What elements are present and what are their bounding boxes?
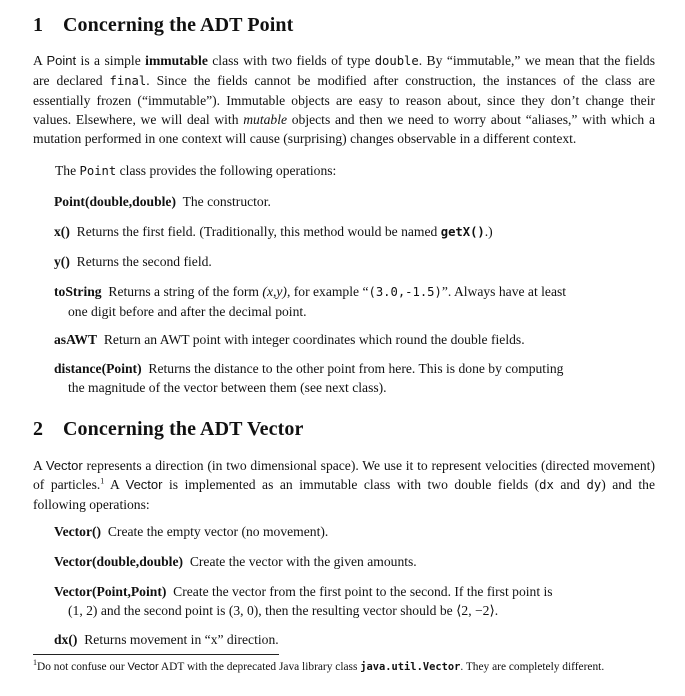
op-dx: dx() Returns movement in “x” direction.	[54, 632, 279, 647]
op-y: y() Returns the second field.	[54, 254, 212, 269]
op-tostring: toString Returns a string of the form (x,y), for example “(3.0,-1.5)”. Always have at least one digit before and after the decimal point.	[54, 284, 567, 319]
op-vector-points: Vector(Point,Point) Create the vector from the first point to the second. If the first point is (1, 2) and the second point is (3, 0), then the resulting vector should be ⟨2, −2⟩.	[54, 584, 553, 618]
op-asawt: asAWT Return an AWT point with integer coordinates which round the double fields.	[54, 332, 525, 347]
section-number: 1	[33, 14, 44, 36]
section-2-heading: 2 Concerning the ADT Vector	[33, 418, 304, 440]
op-vector-amounts: Vector(double,double) Create the vector with the given amounts.	[54, 554, 417, 569]
section-2-intro-paragraph: A Vector represents a direction (in two dimensional space). We use it to represent velocities (directed movement) of particles.$^1$ A Vector is implemented as an immutable class with two double fields (dx and dy) and the following operations:	[33, 458, 655, 512]
op-vector-empty: Vector() Create the empty vector (no movement).	[54, 524, 329, 539]
section-1-intro-paragraph: A Point is a simple immutable class with two fields of type double. By “immutable,” we mean that the fields are declared final. Since the fields cannot be modified after construction, the instances of the class are essentially frozen (“immutable”). Immutable objects are easy to reason about, since they don’t change their values. Elsewhere, we will deal with mutable objects and then we need to worry about “aliases,” with which a mutation performed in one context will cause (surprising) changes observable in a different context.	[33, 53, 656, 146]
footnote: $^1$Do not confuse our Vector ADT with the deprecated Java library class java.util.Vector. They are completely different.	[33, 658, 605, 673]
footnote-rule	[33, 654, 279, 655]
op-point-constructor: Point(double,double) The constructor.	[54, 194, 271, 209]
section-number: 2	[33, 418, 44, 440]
section-1-heading: 1 Concerning the ADT Point	[33, 14, 294, 36]
op-distance: distance(Point) Returns the distance to the other point from here. This is done by computing the magnitude of the vector between them (see next class).	[54, 361, 564, 395]
op-x: x() Returns the first field. (Traditionally, this method would be named getX().)	[54, 224, 493, 239]
section-1-operations-intro: The Point class provides the following operations:	[55, 163, 337, 178]
